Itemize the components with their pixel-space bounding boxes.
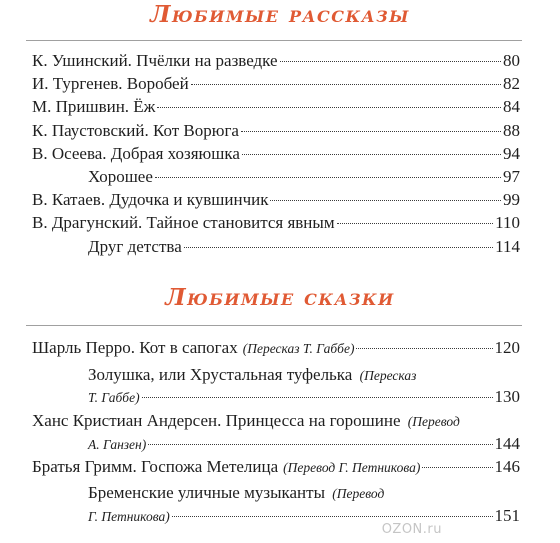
entry-title: Шарль Перро. Кот в сапогах <box>32 338 238 357</box>
dot-leader <box>337 223 494 224</box>
dot-leader <box>242 154 501 155</box>
entry-note: (Перевод <box>332 486 385 501</box>
entry-title: И. Тургенев. Воробей <box>32 74 189 93</box>
page-number: 99 <box>503 190 520 209</box>
dot-leader <box>155 177 501 178</box>
entry-note: (Перевод Г. Петникова) <box>283 460 421 475</box>
page-number: 80 <box>503 51 520 70</box>
dot-leader <box>356 348 492 349</box>
toc-entry-first-line <box>88 364 416 387</box>
toc-entry-first-line <box>88 482 384 505</box>
toc-entry-first-line <box>32 410 460 433</box>
page-number: 151 <box>494 506 520 525</box>
entry-title: В. Осеева. Добрая хозяюшка <box>32 144 240 163</box>
page-number: 94 <box>503 144 520 163</box>
dot-leader <box>157 107 501 108</box>
entry-note: (Пересказ Т. Габбе) <box>242 341 355 356</box>
dot-leader <box>241 131 501 132</box>
section-divider <box>26 40 522 41</box>
toc-entry <box>32 189 520 211</box>
entry-title: Ханс Кристиан Андерсен. Принцесса на горошине <box>32 411 401 430</box>
entry-title: Хорошее <box>88 167 153 186</box>
entry-note: А. Ганзен) <box>88 437 147 452</box>
entry-title: Братья Гримм. Госпожа Метелица <box>32 457 279 476</box>
toc-entry-continuation <box>88 505 520 528</box>
entry-title: Бременские уличные музыканты <box>88 483 325 502</box>
page-number: 146 <box>494 457 520 476</box>
page-number: 130 <box>494 387 520 406</box>
page-number: 84 <box>503 97 520 116</box>
page-number: 120 <box>494 338 520 357</box>
entry-title: В. Драгунский. Тайное становится явным <box>32 213 335 232</box>
page-number: 97 <box>503 167 520 186</box>
toc-entry-continuation <box>88 433 520 456</box>
entry-title: М. Пришвин. Ёж <box>32 97 156 116</box>
toc-entry <box>32 73 520 95</box>
toc-entry <box>88 236 520 258</box>
entry-note: (Пересказ <box>359 368 417 383</box>
dot-leader <box>142 397 493 398</box>
toc-entry <box>32 212 520 234</box>
entry-note: Г. Петникова) <box>88 509 170 524</box>
entry-note: (Перевод <box>407 414 460 429</box>
entry-title: В. Катаев. Дудочка и кувшинчик <box>32 190 269 209</box>
page-number: 82 <box>503 74 520 93</box>
section-divider <box>26 325 522 326</box>
entry-title: К. Паустовский. Кот Ворюга <box>32 121 239 140</box>
entry-title: Друг детства <box>88 237 182 256</box>
page-number: 110 <box>495 213 520 232</box>
watermark: OZON.ru <box>381 522 442 537</box>
entry-title: К. Ушинский. Пчёлки на разведке <box>32 51 278 70</box>
dot-leader <box>191 84 501 85</box>
toc-entry <box>32 50 520 72</box>
entry-note: Т. Габбе) <box>88 390 140 405</box>
toc-entry <box>32 143 520 165</box>
dot-leader <box>270 200 501 201</box>
toc-entry-continuation <box>88 386 520 409</box>
dot-leader <box>172 516 493 517</box>
toc-entry <box>32 456 520 479</box>
page-number: 114 <box>495 237 520 256</box>
dot-leader <box>280 61 501 62</box>
dot-leader <box>422 467 492 468</box>
section-title-stories: Любимые рассказы <box>150 1 410 28</box>
section-title-fairy-tales: Любимые сказки <box>165 284 395 311</box>
dot-leader <box>148 444 492 445</box>
toc-entry <box>32 337 520 360</box>
page-number: 88 <box>503 121 520 140</box>
toc-entry <box>32 96 520 118</box>
toc-entry <box>32 120 520 142</box>
dot-leader <box>184 247 493 248</box>
toc-entry <box>88 166 520 188</box>
entry-title: Золушка, или Хрустальная туфелька <box>88 365 353 384</box>
page-number: 144 <box>494 434 520 453</box>
